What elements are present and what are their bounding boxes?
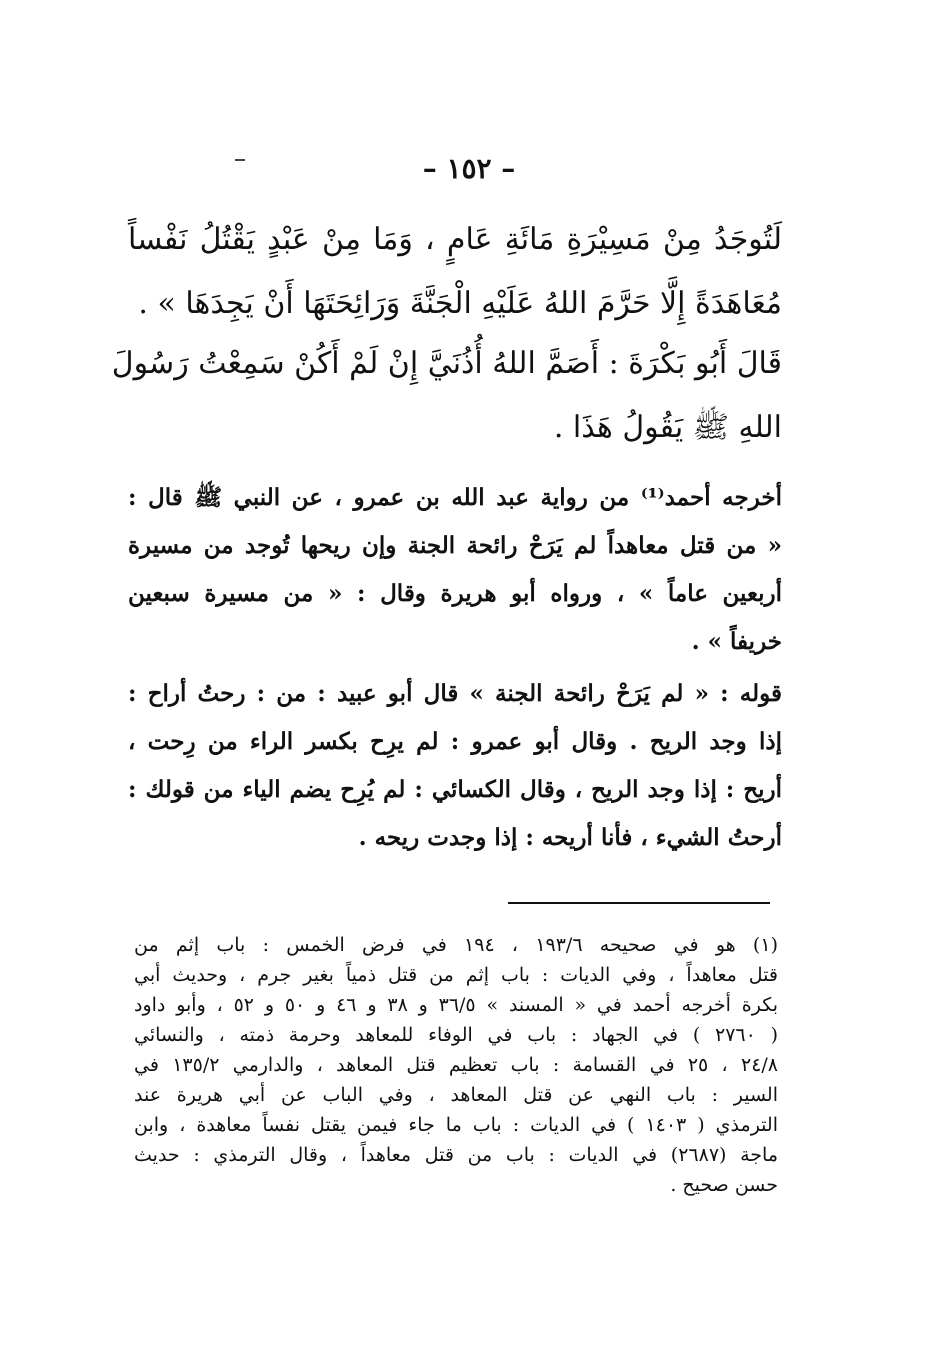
explanation-line: إذا وجد الريح . وقال أبو عمرو : لم يرِح بكسر الراء من رِحت ، <box>128 728 782 755</box>
footnote-line: ٢٤/٨ ، ٢٥ في القسامة : باب تعظيم قتل المعاهد ، والدارمي ١٣٥/٢ في <box>134 1054 779 1076</box>
abu-bakra-line: قَالَ أَبُو بَكْرَةَ : أَصَمَّ اللهُ أُذُنَيَّ إِنْ لَمْ أَكُنْ سَمِعْتُ رَسُولَ <box>111 346 782 381</box>
hadith-line: مُعَاهَدَةً إِلَّا حَرَّمَ اللهُ عَلَيْهِ الْجَنَّةَ وَرَائِحَتَهَا أَنْ يَجِدَهَا » . <box>138 286 782 321</box>
footnote-line: ( ٢٧٦٠ ) في الجهاد : باب في الوفاء للمعاهد وحرمة ذمته ، والنسائي <box>134 1024 778 1046</box>
takhrij-line: أخرجه أحمد⁽¹⁾ من رواية عبد الله بن عمرو ، عن النبي ﷺ قال : <box>128 484 782 511</box>
takhrij-line: أربعين عاماً » ، ورواه أبو هريرة وقال : « من مسيرة سبعين <box>128 580 782 607</box>
explanation-line: أرحتُ الشيء ، فأنا أريحه : إذا وجدت ريحه . <box>358 824 782 851</box>
footnote-line: ماجة (٢٦٨٧) في الديات : باب من قتل معاهداً ، وقال الترمذي : حديث <box>134 1144 778 1166</box>
footnote <box>134 930 778 1200</box>
hadith-line: لَتُوجَدُ مِنْ مَسِيْرَةِ مَائَةِ عَامٍ ، وَمَا مِنْ عَبْدٍ يَقْتُلُ نَفْساً <box>128 222 782 257</box>
explanation-paragraph <box>128 670 782 862</box>
takhrij-line: خريفاً » . <box>691 628 782 655</box>
footnote-line: الترمذي ( ١٤٠٣ ) في الديات : باب ما جاء فيمن يقتل نفساً معاهدة ، وابن <box>134 1114 778 1136</box>
page-number: – ١٥٢ – <box>422 152 516 185</box>
footnote-line: حسن صحيح . <box>670 1174 778 1196</box>
abu-bakra-statement <box>111 332 782 460</box>
takhrij-line: « من قتل معاهداً لم يَرَحْ رائحة الجنة وإن ريحها تُوجد من مسيرة <box>128 532 782 559</box>
takhrij-paragraph <box>128 474 782 666</box>
footnote-line: (١) هو في صحيحه ١٩٣/٦ ، ١٩٤ في فرض الخمس : باب إثم من <box>134 934 778 956</box>
footnote-line: بكرة أخرجه أحمد في « المسند » ٣٦/٥ و ٣٨ و ٤٦ و ٥٠ و ٥٢ ، وأبو داود <box>134 994 778 1016</box>
footnote-line: السير : باب النهي عن قتل المعاهد ، وفي الباب عن أبي هريرة عند <box>134 1084 778 1106</box>
footnote-line: قتل معاهداً ، وفي الديات : باب إثم من قتل ذمياً بغير جرم ، وحديث أبي <box>134 964 778 986</box>
explanation-line: أريح : إذا وجد الريح ، وقال الكسائي : لم يُرِح يضم الياء من قولك : <box>128 776 782 803</box>
explanation-line: قوله : « لم يَرَحْ رائحة الجنة » قال أبو عبيد : من : رحتُ أراح : <box>128 680 782 707</box>
footnote-separator <box>508 902 770 904</box>
abu-bakra-line: اللهِ ﷺ يَقُولُ هَذَا . <box>553 410 782 445</box>
hadith-text <box>128 208 782 336</box>
